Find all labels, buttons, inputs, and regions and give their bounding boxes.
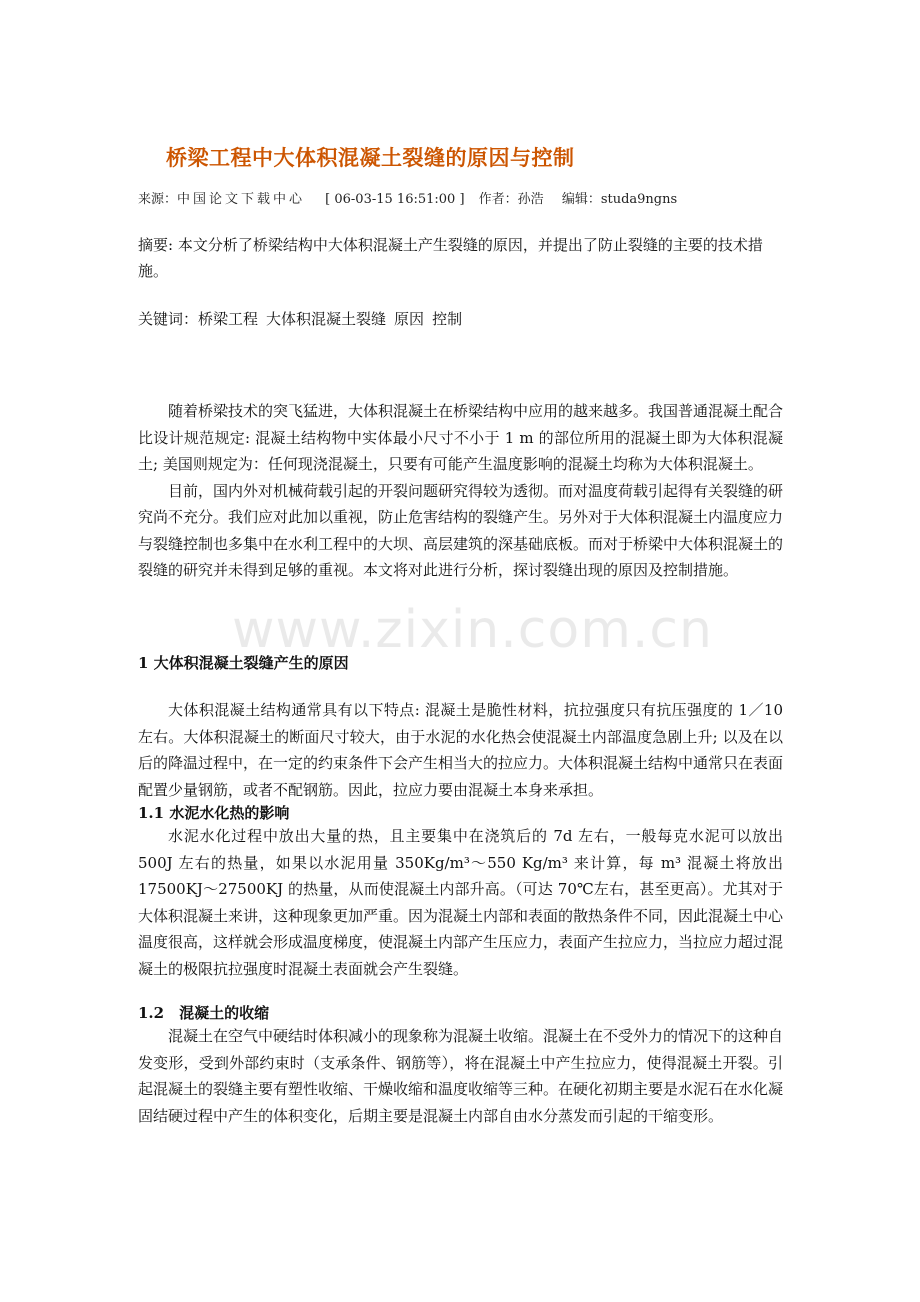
editor: 编辑：studa9ngns [561,192,678,207]
section-paragraph: 大体积混凝土结构通常具有以下特点: 混凝土是脆性材料，抗拉强度只有抗压强度的 1／10 左右。大体积混凝土的断面尺寸较大，由于水泥的水化热会使混凝土内部温度急剧上升; 以及在以后的降温过程中，在一定的约束条件下会产生相当大的拉应力。大体积混凝土结构中通常只在表面配置少量钢筋，或者不配钢筋。因此，拉应力要由混凝土本身来承担。 [138,701,784,799]
keywords [138,306,470,332]
keyword: 控制 [432,310,463,328]
keyword: 原因 [394,310,425,328]
publish-date: [ 06-03-15 16:51:00 ] [325,192,465,207]
subsection-heading: 1.1 水泥水化热的影响 [138,804,290,822]
keywords-label: 关键词： [138,310,199,328]
document-meta [138,188,677,207]
document-title: 桥梁工程中大体积混凝土裂缝的原因与控制 [166,145,575,170]
source-label: 来源： [138,192,178,207]
intro-paragraph: 目前，国内外对机械荷载引起的开裂问题研究得较为透彻。而对温度荷载引起得有关裂缝的研究尚不充分。我们应对此加以重视，防止危害结构的裂缝产生。另外对于大体积混凝土内温度应力与裂缝控制也多集中在水利工程中的大坝、高层建筑的深基础底板。而对于桥梁中大体积混凝土的裂缝的研究并未得到足够的重视。本文将对此进行分析，探讨裂缝出现的原因及控制措施。 [138,481,784,579]
subsection-1-1-body [138,823,783,982]
watermark: www.zixin.com.cn [232,600,713,660]
subsection-heading: 1.2 混凝土的收缩 [138,1004,270,1022]
intro-paragraph: 随着桥梁技术的突飞猛进，大体积混凝土在桥梁结构中应用的越来越多。我国普通混凝土配合比设计规范规定: 混凝土结构物中实体最小尺寸不小于 1 m 的部位所用的混凝土即为大体积混凝土; 美国则规定为：任何现浇混凝土，只要有可能产生温度影响的混凝土均称为大体积混凝土。 [138,402,784,473]
source-name: 中国论文下载中心 [177,192,306,207]
intro-section [138,398,783,584]
keyword: 大体积混凝土裂缝 [266,310,387,328]
section-heading: 1 大体积混凝土裂缝产生的原因 [138,654,349,672]
subsection-paragraph: 混凝土在空气中硬结时体积减小的现象称为混凝土收缩。混凝土在不受外力的情况下的这种自发变形，受到外部约束时（支承条件、钢筋等），将在混凝土中产生拉应力，使得混凝土开裂。引起混凝土的裂缝主要有塑性收缩、干燥收缩和温度收缩等三种。在硬化初期主要是水泥石在水化凝固结硬过程中产生的体积变化，后期主要是混凝土内部自由水分蒸发而引起的干缩变形。 [138,1027,784,1125]
subsection-1-2-body [138,1023,783,1129]
abstract: 摘要: 本文分析了桥梁结构中大体积混凝土产生裂缝的原因，并提出了防止裂缝的主要的技术措施。 [138,236,763,280]
keyword: 桥梁工程 [198,310,259,328]
subsection-paragraph: 水泥水化过程中放出大量的热，且主要集中在浇筑后的 7d 左右，一般每克水泥可以放出 500J 左右的热量，如果以水泥用量 350Kg/m³～550 Kg/m³ 来计算，每 m³ 混凝土将放出 17500KJ～27500KJ 的热量，从而使混凝土内部升高。（可达 70℃左右，甚至更高）。尤其对于大体积混凝土来讲，这种现象更加严重。因为混凝土内部和表面的散热条件不同，因此混凝土中心温度很高，这样就会形成温度梯度，使混凝土内部产生压应力，表面产生拉应力，当拉应力超过混凝土的极限抗拉强度时混凝土表面就会产生裂缝。 [138,827,784,978]
section-1-body [138,697,783,803]
author: 作者：孙浩 [478,192,544,207]
